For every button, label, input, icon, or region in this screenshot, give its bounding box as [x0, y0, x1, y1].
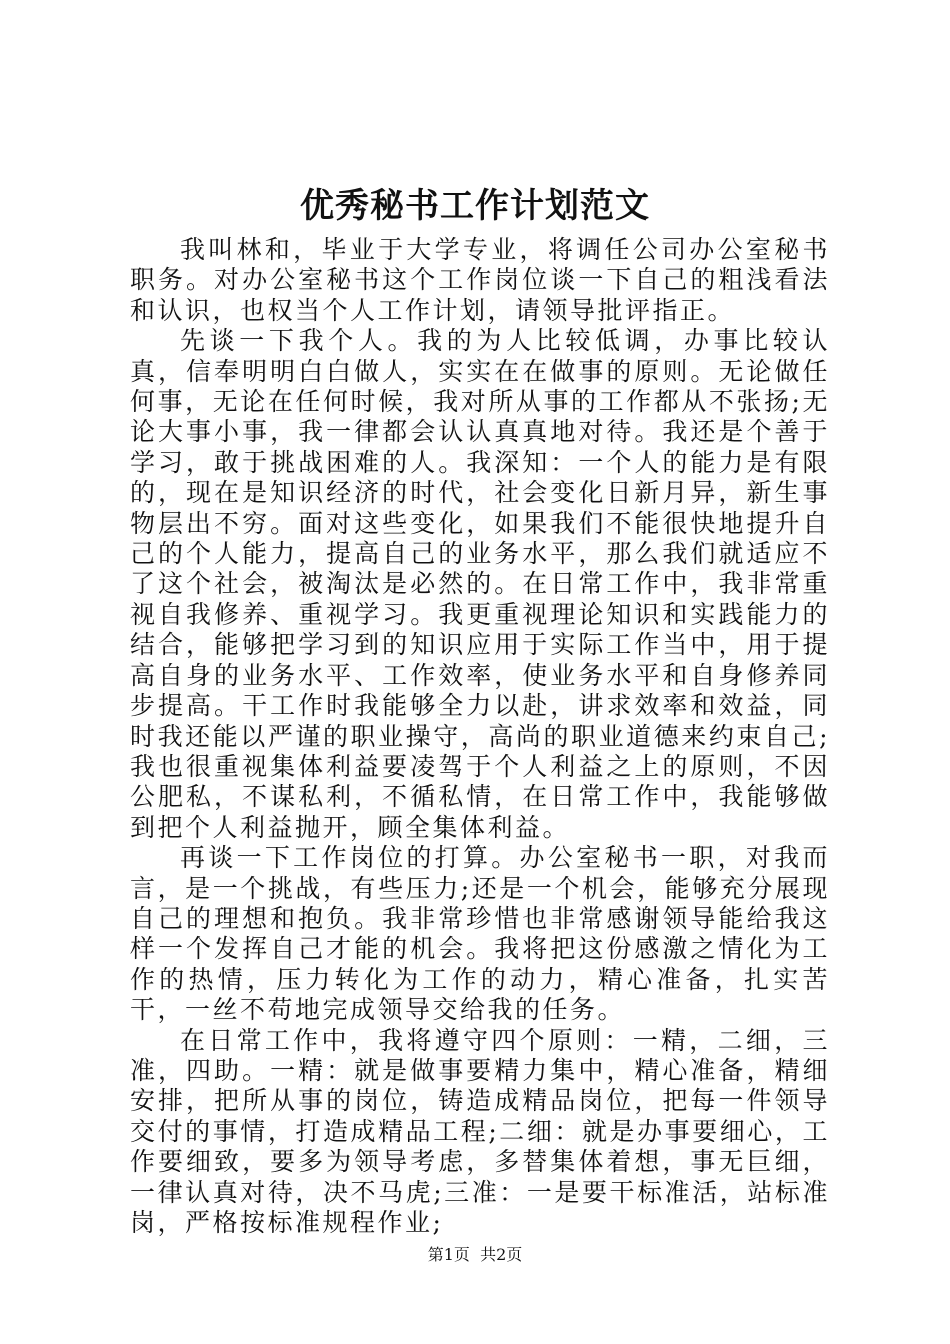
paragraph-personal: 先谈一下我个人。我的为人比较低调，办事比较认真，信奉明明白白做人，实实在在做事的原则。无论做任何事，无论在任何时候，我对所从事的工作都从不张扬;无论大事小事，我一律都会认认真真地对待。我还是个善于学习，敢于挑战困难的人。我深知：一个人的能力是有限的，现在是知识经济的时代，社会变化日新月异，新生事物层出不穷。面对这些变化，如果我们不能很快地提升自己的个人能力，提高自己的业务水平，那么我们就适应不了这个社会，被淘汰是必然的。在日常工作中，我非常重视自我修养、重视学习。我更重视理论知识和实践能力的结合，能够把学习到的知识应用于实际工作当中，用于提高自身的业务水平、工作效率，使业务水平和自身修养同步提高。干工作时我能够全力以赴，讲求效率和效益，同时我还能以严谨的职业操守，高尚的职业道德来约束自己;我也很重视集体利益要凌驾于个人利益之上的原则，不因公肥私，不谋私利，不循私情，在日常工作中，我能够做到把个人利益抛开，顾全集体利益。 — [130, 326, 830, 842]
page-footer — [0, 1245, 950, 1265]
document-title: 优秀秘书工作计划范文 — [300, 186, 650, 226]
paragraph-work-principles: 在日常工作中，我将遵守四个原则：一精，二细，三准，四助。一精：就是做事要精力集中，精心准备，精细安排，把所从事的岗位，铸造成精品岗位，把每一件领导交付的事情，打造成精品工程;二细：就是办事要细心，工作要细致，要多为领导考虑，多替集体着想，事无巨细，一律认真对待，决不马虎;三准：一是要干标准活，站标准岗，严格按标准规程作业; — [130, 1025, 830, 1237]
paragraph-position-plan: 再谈一下工作岗位的打算。办公室秘书一职，对我而言，是一个挑战，有些压力;还是一个机会，能够充分展现自己的理想和抱负。我非常珍惜也非常感谢领导能给我这样一个发挥自己才能的机会。我将把这份感激之情化为工作的热情，压力转化为工作的动力，精心准备，扎实苦干，一丝不苟地完成领导交给我的任务。 — [130, 843, 830, 1025]
page-total: 共2页 — [480, 1245, 523, 1264]
document-body — [130, 235, 830, 1238]
page-number: 第1页 — [427, 1245, 470, 1264]
paragraph-intro: 我叫林和，毕业于大学专业，将调任公司办公室秘书职务。对办公室秘书这个工作岗位谈一下自己的粗浅看法和认识，也权当个人工作计划，请领导批评指正。 — [130, 235, 830, 325]
